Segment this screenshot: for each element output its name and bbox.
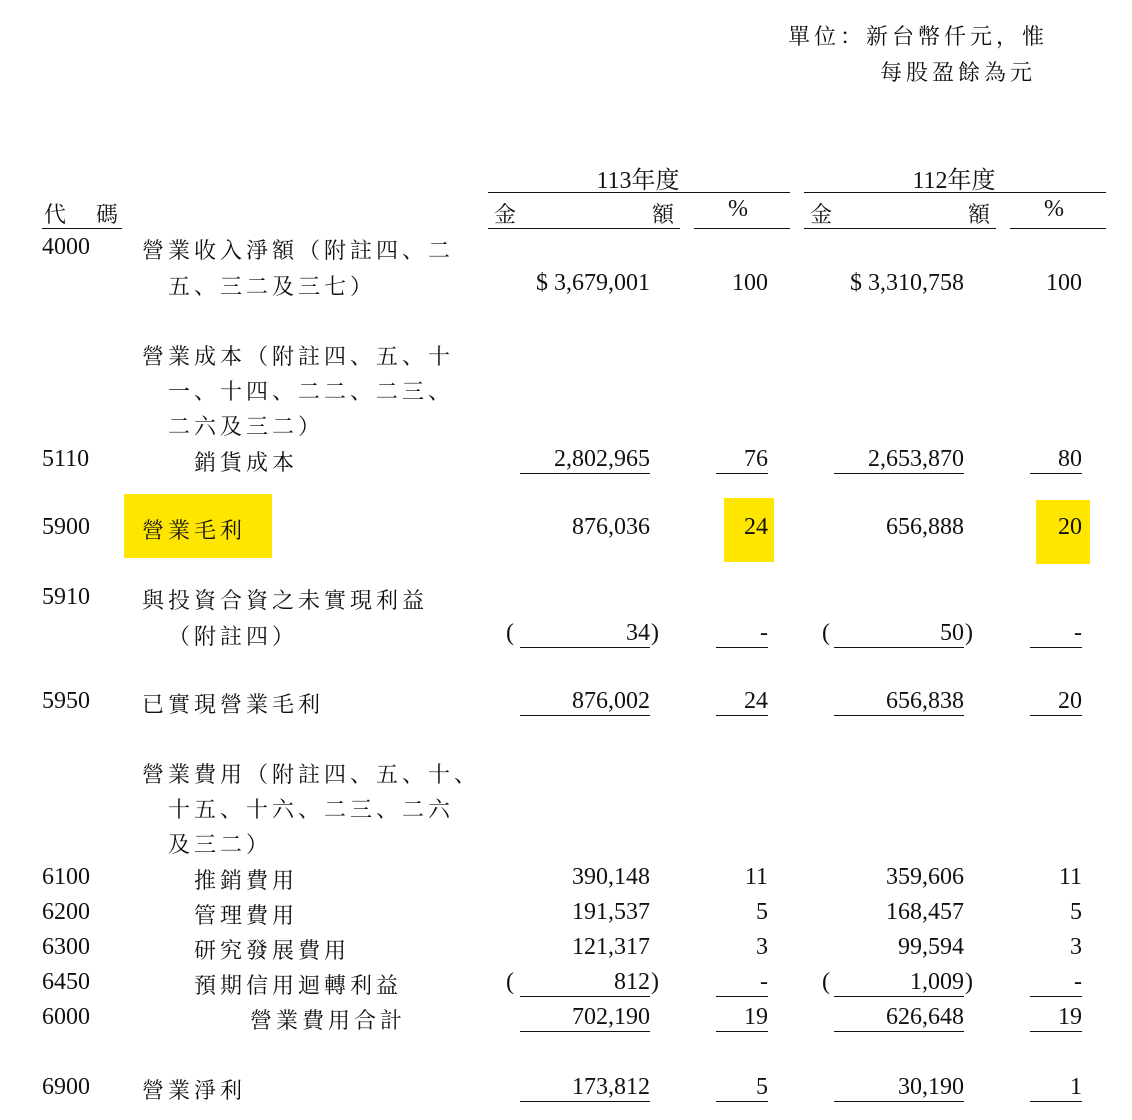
- amount-prior: 359,606: [886, 864, 964, 890]
- row-code: 5900: [42, 514, 90, 540]
- percent-current: -: [716, 620, 768, 648]
- amount-current: 876,002: [520, 688, 650, 716]
- amount-prior: 656,888: [886, 514, 964, 540]
- amount-header-prior-left: 金: [810, 203, 837, 228]
- amount-current: 876,036: [572, 514, 650, 540]
- percent-prior: -: [1030, 620, 1082, 648]
- year-header-current: 113年度: [596, 168, 680, 194]
- paren-open: (: [506, 969, 514, 995]
- percent-current: 24: [716, 688, 768, 716]
- percent-header-current: %: [728, 196, 748, 222]
- percent-prior: 100: [1046, 270, 1082, 296]
- amount-prior: 2,653,870: [834, 446, 964, 474]
- row-label: 五、三二及三七）: [168, 275, 377, 300]
- amount-current: 812: [520, 969, 650, 997]
- percent-current: 24: [744, 514, 768, 540]
- amount-current: 702,190: [520, 1004, 650, 1032]
- percent-prior: 1: [1030, 1074, 1082, 1102]
- row-code: 5950: [42, 688, 90, 714]
- amount-prior: 626,648: [834, 1004, 964, 1032]
- paren-open: (: [822, 969, 830, 995]
- percent-prior: 80: [1030, 446, 1082, 474]
- row-label: 與投資合資之未實現利益: [142, 589, 429, 614]
- row-label: 研究發展費用: [194, 939, 351, 964]
- amount-prior: $ 3,310,758: [850, 270, 964, 296]
- amount-current: 2,802,965: [520, 446, 650, 474]
- code-header: 代 碼: [44, 203, 123, 228]
- row-code: 6450: [42, 969, 90, 995]
- row-label: 營業淨利: [142, 1079, 247, 1104]
- percent-header-current-underline: [694, 228, 790, 229]
- percent-prior: 11: [1058, 864, 1082, 890]
- row-label: 推銷費用: [194, 869, 299, 894]
- row-code: 4000: [42, 234, 90, 260]
- row-label: 一、十四、二二、二三、: [168, 380, 455, 405]
- amount-header-prior-right: 額: [968, 203, 995, 228]
- amount-header-current-left: 金: [494, 203, 521, 228]
- row-code: 6200: [42, 899, 90, 925]
- paren-close: ): [965, 969, 973, 995]
- amount-current: 390,148: [572, 864, 650, 890]
- row-label: 二六及三二）: [168, 415, 325, 440]
- percent-prior: 3: [1070, 934, 1082, 960]
- paren-close: ): [965, 620, 973, 646]
- amount-header-prior-underline: [804, 228, 996, 229]
- row-label: （附註四）: [168, 625, 299, 650]
- percent-prior: -: [1030, 969, 1082, 997]
- paren-open: (: [822, 620, 830, 646]
- row-code: 6000: [42, 1004, 90, 1030]
- row-code: 6900: [42, 1074, 90, 1100]
- unit-note-line1: 單位：新台幣仟元，惟: [788, 25, 1049, 50]
- percent-header-prior-underline: [1010, 228, 1106, 229]
- amount-prior: 656,838: [834, 688, 964, 716]
- amount-prior: 50: [834, 620, 964, 648]
- amount-current: 121,317: [572, 934, 650, 960]
- year-header-prior: 112年度: [912, 168, 996, 194]
- percent-prior: 20: [1030, 688, 1082, 716]
- row-label: 十五、十六、二三、二六: [168, 798, 455, 823]
- row-label: 營業費用（附註四、五、十、: [142, 763, 481, 788]
- gross-profit-label: 營業毛利: [142, 519, 247, 544]
- amount-header-current-underline: [488, 228, 680, 229]
- paren-close: ): [651, 620, 659, 646]
- percent-current: 19: [716, 1004, 768, 1032]
- unit-note-line2: 每股盈餘為元: [880, 61, 1037, 86]
- paren-open: (: [506, 620, 514, 646]
- row-label: 已實現營業毛利: [142, 693, 325, 718]
- percent-current: 5: [756, 899, 768, 925]
- year-underline-prior: [804, 192, 1106, 193]
- percent-current: 11: [744, 864, 768, 890]
- row-code: 5110: [42, 446, 90, 472]
- row-label: 管理費用: [194, 904, 299, 929]
- percent-current: 5: [716, 1074, 768, 1102]
- amount-prior: 99,594: [898, 934, 964, 960]
- row-label: 營業收入淨額（附註四、二: [142, 239, 455, 264]
- percent-prior: 5: [1070, 899, 1082, 925]
- percent-prior: 19: [1030, 1004, 1082, 1032]
- percent-current: 76: [716, 446, 768, 474]
- percent-current: -: [716, 969, 768, 997]
- amount-prior: 168,457: [886, 899, 964, 925]
- amount-current: $ 3,679,001: [536, 270, 650, 296]
- amount-current: 191,537: [572, 899, 650, 925]
- percent-prior: 20: [1058, 514, 1082, 540]
- row-label: 營業成本（附註四、五、十: [142, 345, 455, 370]
- amount-current: 173,812: [520, 1074, 650, 1102]
- percent-current: 100: [732, 270, 768, 296]
- amount-prior: 1,009: [834, 969, 964, 997]
- amount-current: 34: [520, 620, 650, 648]
- row-code: 5910: [42, 584, 90, 610]
- percent-current: 3: [756, 934, 768, 960]
- year-underline-current: [488, 192, 790, 193]
- amount-header-current-right: 額: [652, 203, 679, 228]
- row-label: 預期信用迴轉利益: [194, 974, 403, 999]
- row-label: 銷貨成本: [194, 451, 299, 476]
- row-label: 及三二）: [168, 833, 273, 858]
- row-code: 6300: [42, 934, 90, 960]
- paren-close: ): [651, 969, 659, 995]
- code-header-underline: [42, 228, 122, 229]
- percent-header-prior: %: [1044, 196, 1064, 222]
- row-label: 營業費用合計: [250, 1009, 407, 1034]
- row-code: 6100: [42, 864, 90, 890]
- amount-prior: 30,190: [834, 1074, 964, 1102]
